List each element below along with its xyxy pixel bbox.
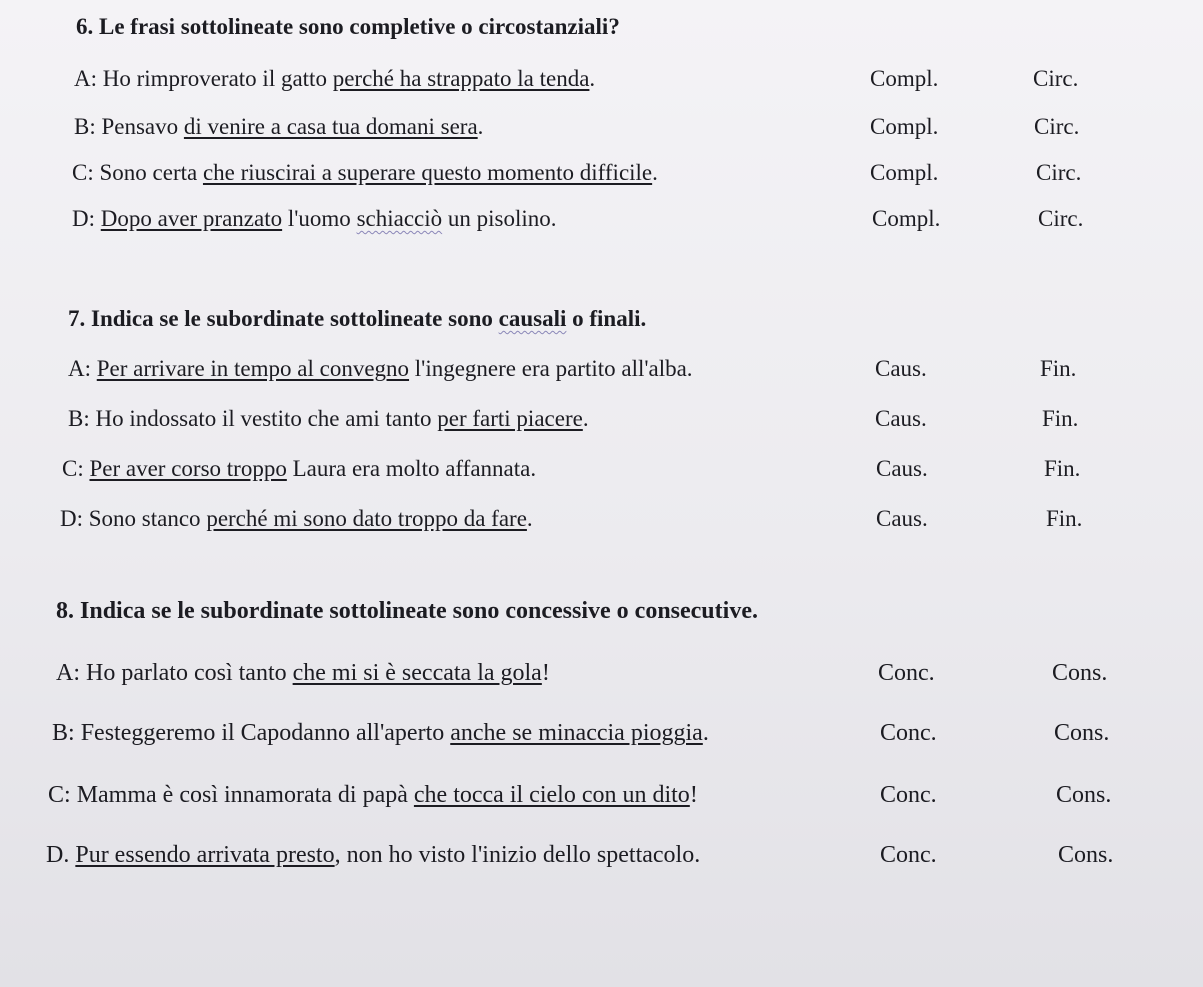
underlined-clause: che mi si è seccata la gola (292, 660, 542, 686)
exercise-row (0, 114, 1203, 150)
underlined-clause: anche se minaccia pioggia (450, 720, 703, 746)
exercise-row (0, 406, 1203, 442)
item-label: B: (74, 114, 96, 139)
item-label: A: (56, 660, 80, 686)
sentence: C: Sono certa che riuscirai a superare questo momento difficile. (72, 160, 658, 185)
sentence: D: Sono stanco perché mi sono dato troppo da fare. (60, 506, 533, 531)
exercise-row (0, 782, 1203, 818)
option-conc[interactable]: Conc. (880, 782, 937, 808)
exercise-row (0, 456, 1203, 492)
exercise-row (0, 506, 1203, 542)
underlined-clause: di venire a casa tua domani sera (183, 114, 478, 139)
sentence: C: Mamma è così innamorata di papà che tocca il cielo con un dito! (48, 782, 698, 808)
underlined-clause: perché mi sono dato troppo da fare (206, 506, 527, 531)
item-label: B: (52, 720, 75, 746)
option-compl[interactable]: Compl. (870, 160, 939, 185)
sentence: A: Per arrivare in tempo al convegno l'ingegnere era partito all'alba. (68, 356, 693, 381)
item-label: D: (60, 506, 83, 531)
option-circ[interactable]: Circ. (1036, 160, 1082, 185)
underlined-clause: Dopo aver pranzato (100, 206, 283, 231)
underlined-clause: perché ha strappato la tenda (332, 66, 590, 91)
sentence: A: Ho rimproverato il gatto perché ha strappato la tenda. (74, 66, 596, 91)
sentence: B: Pensavo di venire a casa tua domani sera. (74, 114, 484, 139)
section-8-heading: 8. Indica se le subordinate sottolineate sono concessive o consecutive. (56, 598, 758, 624)
option-fin[interactable]: Fin. (1044, 456, 1081, 481)
option-cons[interactable]: Cons. (1052, 660, 1108, 686)
underlined-clause: Per arrivare in tempo al convegno (96, 356, 410, 381)
option-conc[interactable]: Conc. (880, 842, 937, 868)
underlined-clause: che riuscirai a superare questo momento difficile (202, 160, 653, 185)
option-caus[interactable]: Caus. (876, 506, 928, 531)
wavy-underlined-verb: schiacciò (356, 206, 443, 231)
exercise-row (0, 720, 1203, 756)
option-conc[interactable]: Conc. (880, 720, 937, 746)
exercise-row (0, 842, 1203, 878)
underlined-clause: Pur essendo arrivata presto (75, 842, 335, 868)
item-label: B: (68, 406, 90, 431)
exercise-row (0, 160, 1203, 196)
option-fin[interactable]: Fin. (1042, 406, 1079, 431)
option-circ[interactable]: Circ. (1034, 114, 1080, 139)
exercise-row (0, 356, 1203, 392)
sentence: B: Festeggeremo il Capodanno all'aperto anche se minaccia pioggia. (52, 720, 709, 746)
option-circ[interactable]: Circ. (1033, 66, 1079, 91)
exercise-row (0, 206, 1203, 242)
exercise-row (0, 660, 1203, 696)
sentence: D: Dopo aver pranzato l'uomo schiacciò un pisolino. (72, 206, 557, 231)
item-label: D: (72, 206, 95, 231)
underlined-clause: che tocca il cielo con un dito (413, 782, 690, 808)
sentence: C: Per aver corso troppo Laura era molto affannata. (62, 456, 537, 481)
underlined-clause: Per aver corso troppo (89, 456, 287, 481)
option-fin[interactable]: Fin. (1046, 506, 1083, 531)
option-fin[interactable]: Fin. (1040, 356, 1077, 381)
option-compl[interactable]: Compl. (870, 66, 939, 91)
underlined-clause: per farti piacere (437, 406, 583, 431)
exercise-row (0, 66, 1203, 102)
option-caus[interactable]: Caus. (875, 406, 927, 431)
sentence: B: Ho indossato il vestito che ami tanto per farti piacere. (68, 406, 589, 431)
item-label: C: (72, 160, 94, 185)
option-circ[interactable]: Circ. (1038, 206, 1084, 231)
section-6-heading: 6. Le frasi sottolineate sono completive o circostanziali? (76, 14, 620, 39)
sentence: A: Ho parlato così tanto che mi si è seccata la gola! (56, 660, 550, 686)
section-7-heading: 7. Indica se le subordinate sottolineate sono causali o finali. (68, 306, 647, 331)
item-label: C: (62, 456, 84, 481)
option-cons[interactable]: Cons. (1058, 842, 1114, 868)
sentence: D. Pur essendo arrivata presto, non ho visto l'inizio dello spettacolo. (46, 842, 701, 868)
option-cons[interactable]: Cons. (1056, 782, 1112, 808)
option-conc[interactable]: Conc. (878, 660, 935, 686)
option-cons[interactable]: Cons. (1054, 720, 1110, 746)
option-compl[interactable]: Compl. (872, 206, 941, 231)
item-label: A: (68, 356, 91, 381)
option-caus[interactable]: Caus. (875, 356, 927, 381)
option-compl[interactable]: Compl. (870, 114, 939, 139)
option-caus[interactable]: Caus. (876, 456, 928, 481)
item-label: D. (46, 842, 70, 868)
item-label: C: (48, 782, 71, 808)
item-label: A: (74, 66, 97, 91)
